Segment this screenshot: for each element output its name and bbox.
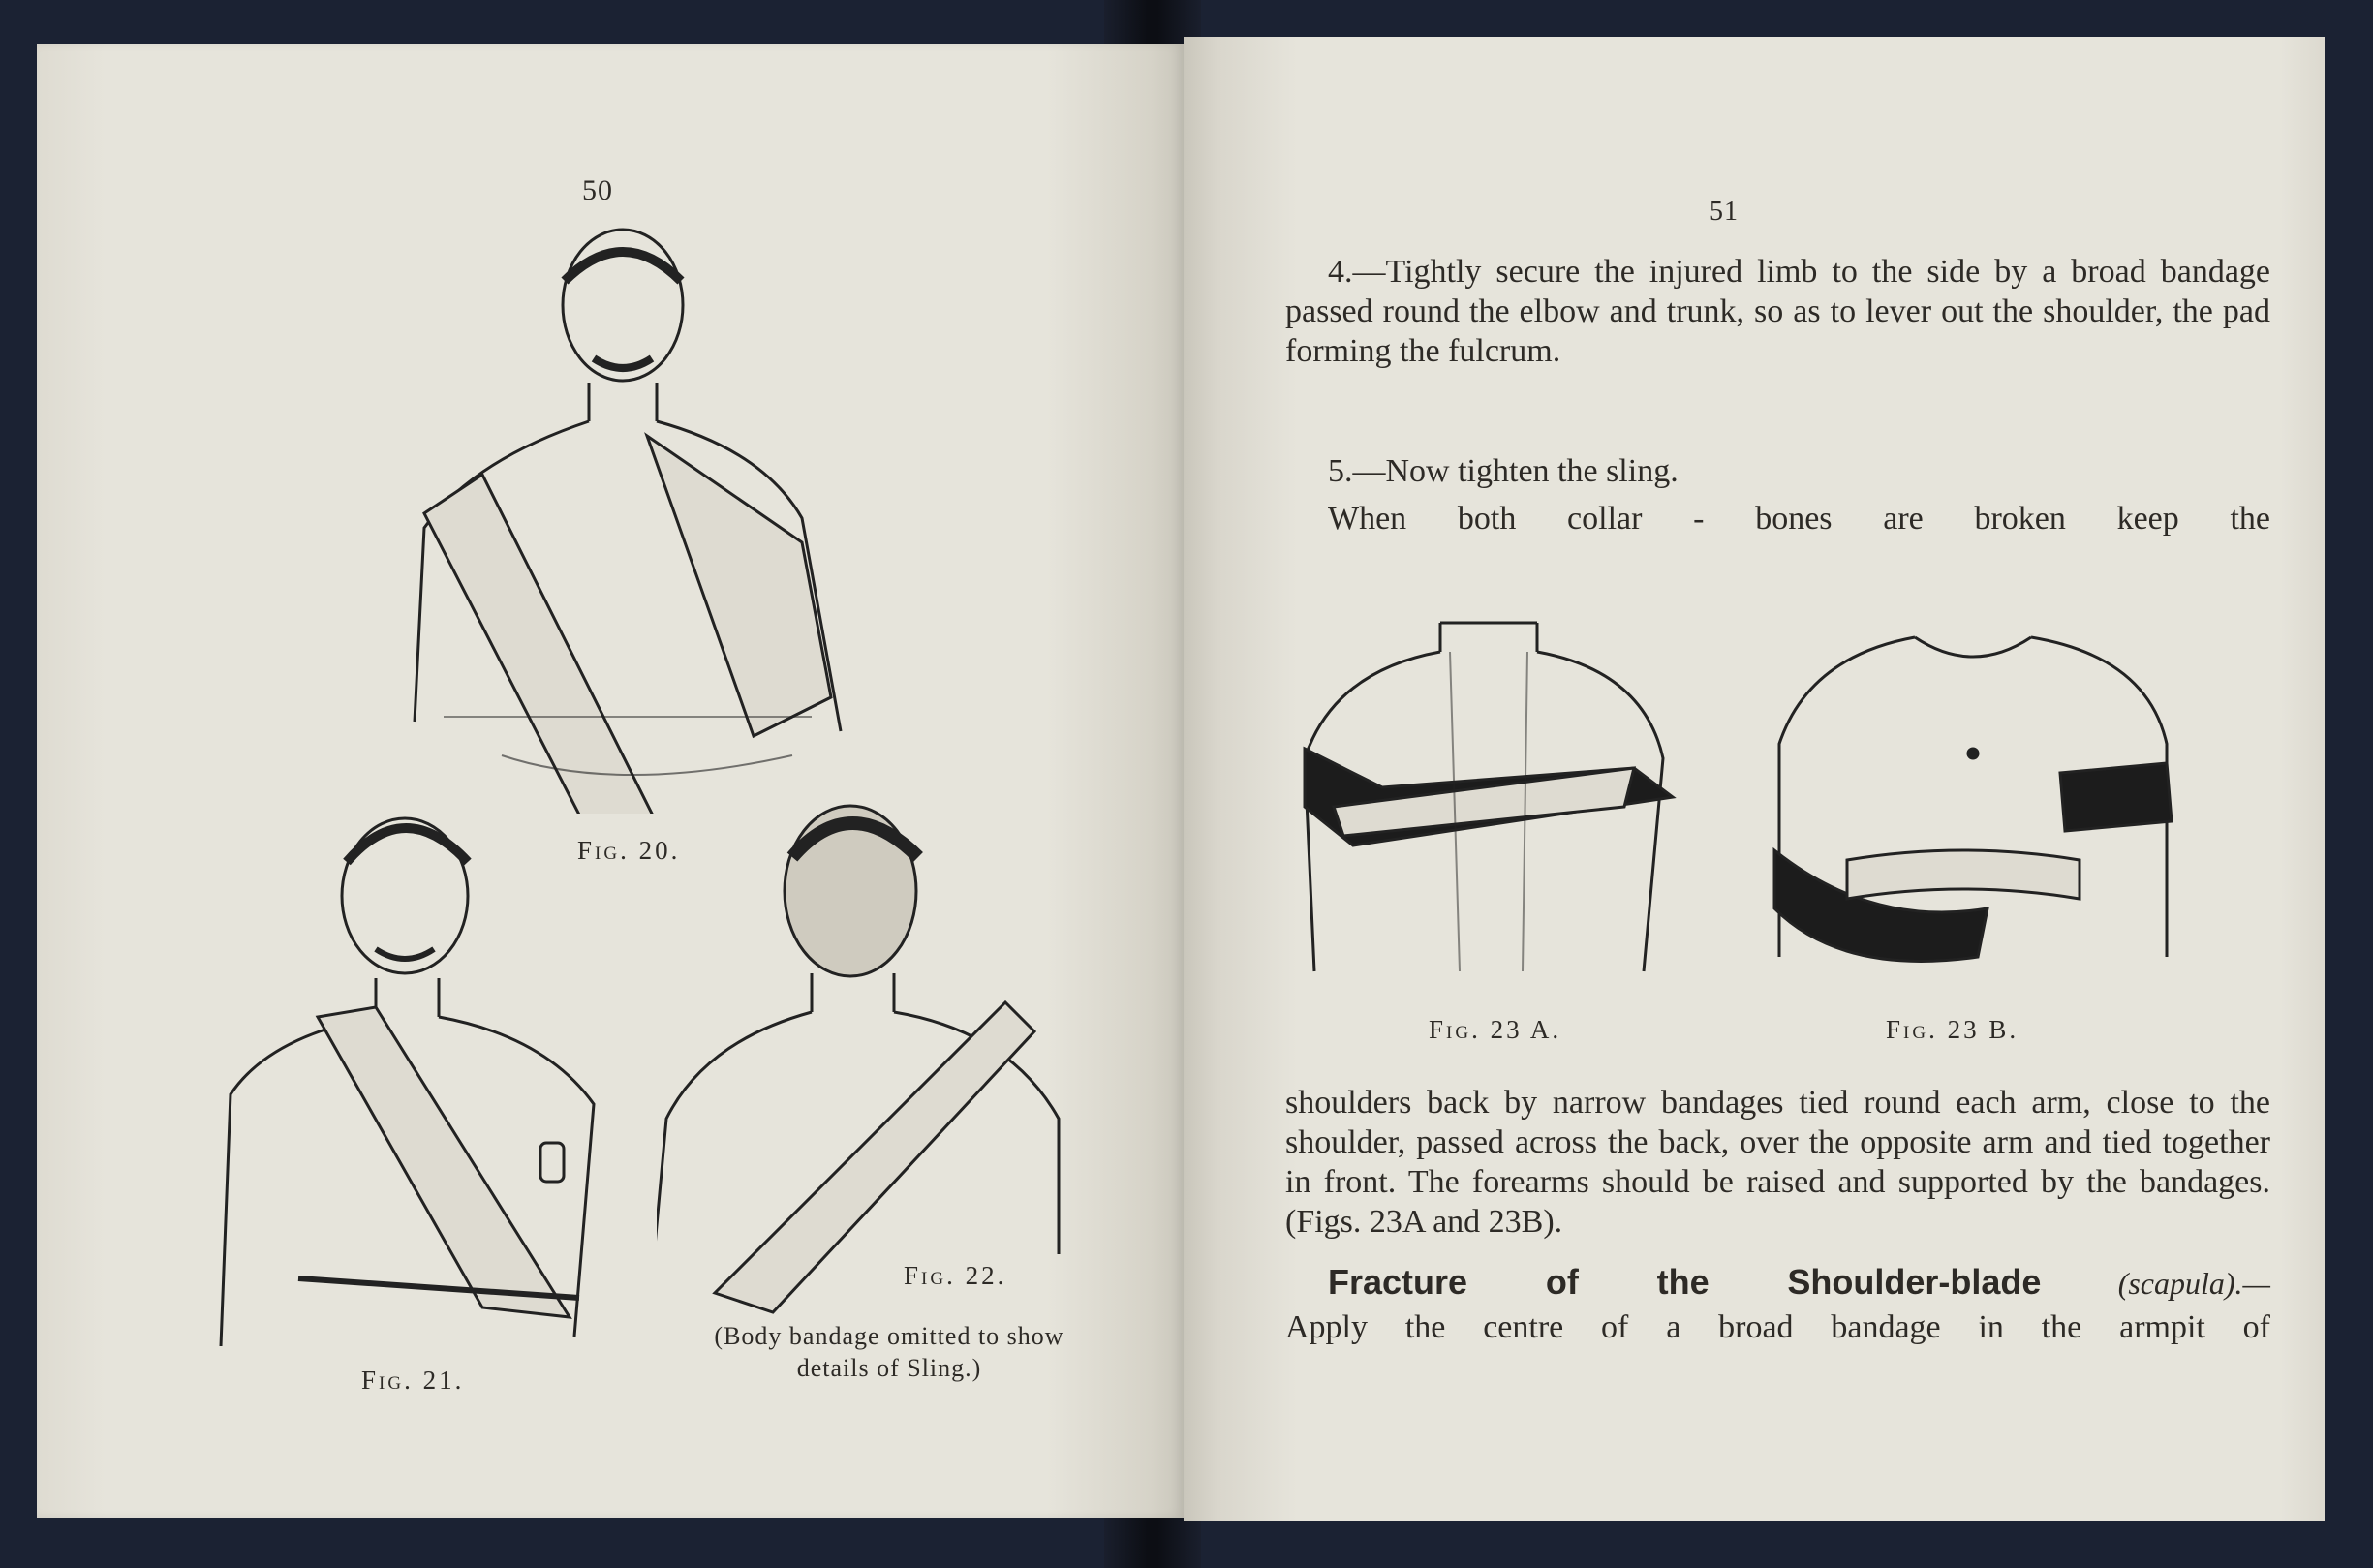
figure-23a-illustration — [1295, 584, 1682, 991]
figure-22-note: (Body bandage omitted to show details of Sling.) — [714, 1322, 1064, 1383]
paragraph-shoulders-back: shoulders back by narrow bandages tied round each arm, close to the shoulder, passed across the back, over the opposite arm and tied together in front. The forearms should be raised and supported by the bandages. (Figs. 23A and 23B). — [1285, 1085, 2270, 1240]
right-page — [1184, 37, 2325, 1521]
figure-23a-caption: Fig. 23 A. — [1429, 1015, 1562, 1044]
figure-21-caption: Fig. 21. — [361, 1366, 465, 1395]
paragraph-step-5: 5.—Now tighten the sling. — [1328, 453, 1679, 489]
figure-22-caption: Fig. 22. — [904, 1261, 1007, 1290]
figure-23b-illustration — [1770, 599, 2176, 991]
paragraph-shoulder-blade: Apply the centre of a broad bandage in the armpit of — [1285, 1309, 2270, 1345]
left-page — [37, 44, 1185, 1518]
section-heading-shoulder-blade — [1285, 1262, 2270, 1304]
figure-23b-caption: Fig. 23 B. — [1886, 1015, 2019, 1044]
heading-text: Fracture of the Shoulder-blade — [1328, 1262, 2042, 1302]
heading-latin: (scapula).— — [2117, 1266, 2270, 1301]
paragraph-step-4: 4.—Tightly secure the injured limb to the side by a broad bandage passed round the elbow and trunk, so as to lever out the shoulder, the pad forming the fulcrum. — [1285, 254, 2270, 369]
page-number: 51 — [1710, 197, 1739, 227]
figure-21-illustration — [211, 794, 637, 1356]
figure-20-illustration — [405, 213, 850, 814]
figure-22-illustration — [657, 799, 1102, 1322]
paragraph-collarbones: When both collar - bones are broken keep the — [1328, 501, 2270, 537]
page-number: 50 — [582, 174, 613, 206]
figure-20-caption: Fig. 20. — [577, 836, 681, 865]
